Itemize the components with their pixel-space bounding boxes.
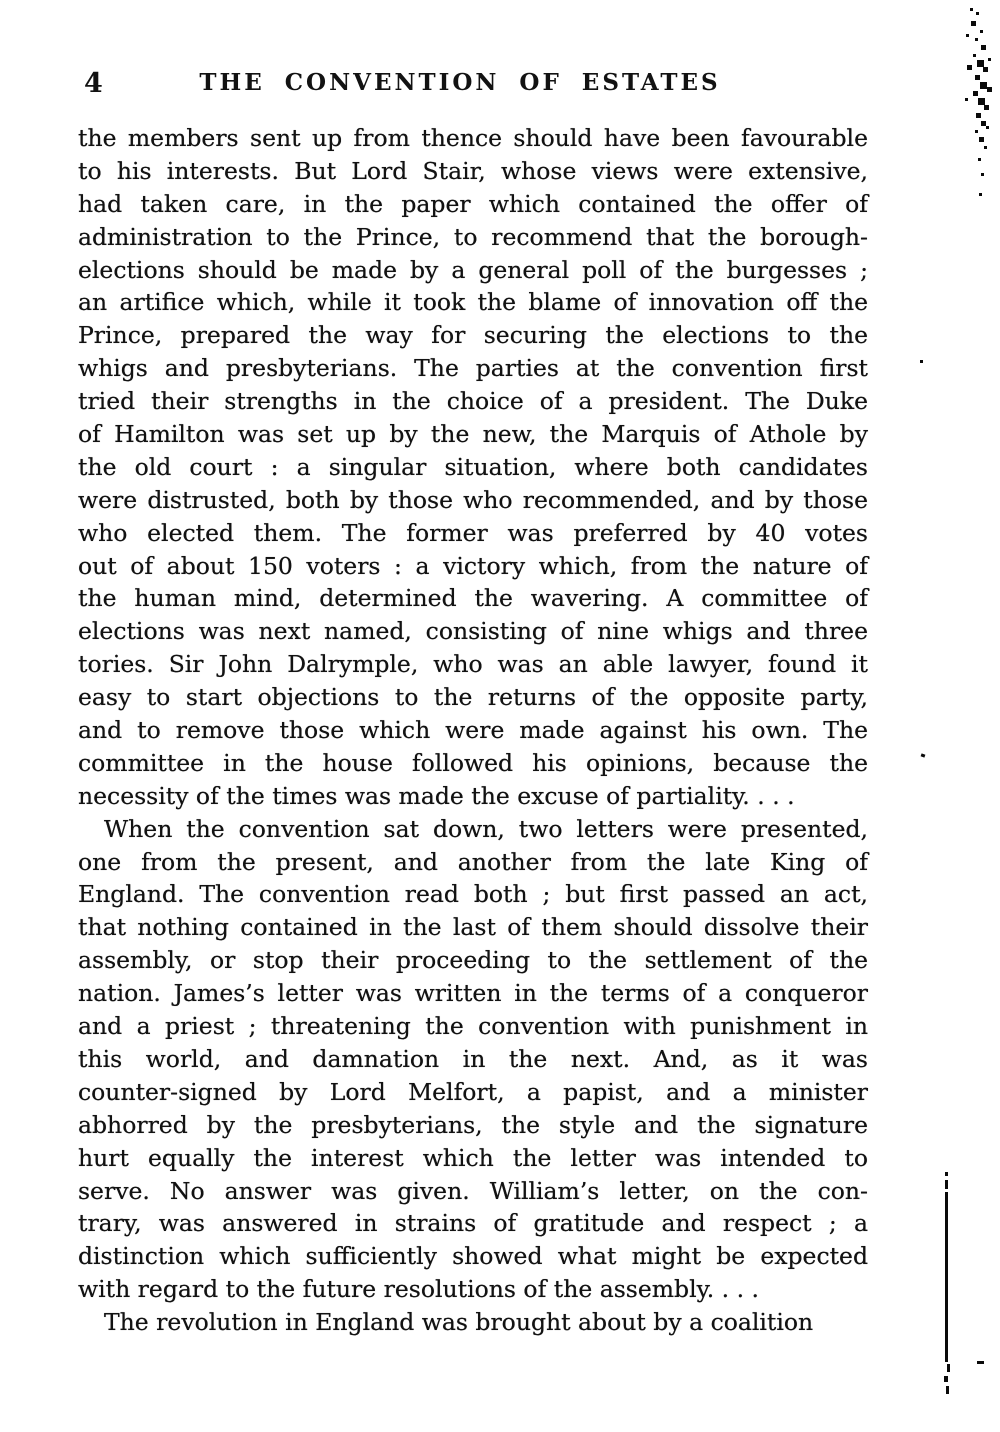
scan-edge-line xyxy=(945,1192,948,1362)
text-line: tories. Sir John Dalrymple, who was an able lawyer, found it xyxy=(78,650,868,679)
text-line: nation. James’s letter was written in the terms of a conqueror xyxy=(78,979,868,1008)
text-line: hurt equally the interest which the letter was intended to xyxy=(78,1143,868,1172)
text-line: the old court : a singular situation, where both candidates xyxy=(78,452,868,481)
text-line: of Hamilton was set up by the new, the Marquis of Athole by xyxy=(78,420,868,449)
text-line: England. The convention read both ; but first passed an act, xyxy=(78,880,868,909)
scan-edge-line-dash xyxy=(945,1180,948,1189)
text-line: were distrusted, both by those who recommended, and by those xyxy=(78,485,868,514)
text-line: one from the present, and another from the late King of xyxy=(78,847,868,876)
scan-edge-line-dash xyxy=(944,1376,948,1382)
scan-edge-line-dash xyxy=(947,1364,950,1372)
page-number: 4 xyxy=(84,68,104,99)
text-line: out of about 150 voters : a victory which, from the nature of xyxy=(78,551,868,580)
scan-speck xyxy=(921,753,926,757)
text-line: this world, and damnation in the next. And, as it was xyxy=(78,1044,868,1073)
text-line: The revolution in England was brought about by a coalition xyxy=(104,1308,814,1337)
text-line: Prince, prepared the way for securing the elections to the xyxy=(78,321,868,350)
scan-noise-speckle xyxy=(970,8,973,11)
text-line: tried their strengths in the choice of a president. The Duke xyxy=(78,387,868,416)
text-line: serve. No answer was given. William’s letter, on the con- xyxy=(78,1176,868,1205)
text-line: elections was next named, consisting of nine whigs and three xyxy=(78,617,868,646)
text-line: distinction which sufficiently showed what might be expected xyxy=(78,1242,868,1271)
scan-edge-line-dot xyxy=(945,1172,948,1176)
scan-speck xyxy=(920,360,923,363)
text-line: had taken care, in the paper which contained the offer of xyxy=(78,189,868,218)
text-line: administration to the Prince, to recommend that the borough- xyxy=(78,222,868,251)
text-line: the human mind, determined the wavering. A committee of xyxy=(78,584,868,613)
scan-tick xyxy=(977,1361,984,1364)
text-line: necessity of the times was made the excuse of partiality. . . . xyxy=(78,781,795,810)
text-line: and to remove those which were made against his own. The xyxy=(78,716,868,745)
text-line: elections should be made by a general poll of the burgesses ; xyxy=(78,255,868,284)
text-line: to his interests. But Lord Stair, whose views were extensive, xyxy=(78,156,868,185)
text-line: easy to start objections to the returns of the opposite party, xyxy=(78,683,868,712)
text-line: that nothing contained in the last of them should dissolve their xyxy=(78,913,868,942)
text-line: and a priest ; threatening the convention with punishment in xyxy=(78,1012,868,1041)
scan-edge-line-dash xyxy=(946,1386,949,1394)
text-line: trary, was answered in strains of gratitude and respect ; a xyxy=(78,1209,868,1238)
text-line: abhorred by the presbyterians, the style and the signature xyxy=(78,1110,868,1139)
text-line: with regard to the future resolutions of the assembly. . . . xyxy=(78,1275,760,1304)
text-line: counter-signed by Lord Melfort, a papist, and a minister xyxy=(78,1077,868,1106)
text-line: who elected them. The former was preferred by 40 votes xyxy=(78,518,868,547)
text-line: assembly, or stop their proceeding to the settlement of the xyxy=(78,946,868,975)
text-line: When the convention sat down, two letters were presented, xyxy=(104,814,868,843)
text-line: committee in the house followed his opinions, because the xyxy=(78,748,868,777)
page-header xyxy=(0,66,1000,110)
text-line: whigs and presbyterians. The parties at the convention first xyxy=(78,354,868,383)
text-line: the members sent up from thence should have been favourable xyxy=(78,124,868,152)
body-text xyxy=(78,122,868,1339)
text-line: an artifice which, while it took the blame of innovation off the xyxy=(78,288,868,317)
running-title: THE CONVENTION OF ESTATES xyxy=(199,69,721,96)
